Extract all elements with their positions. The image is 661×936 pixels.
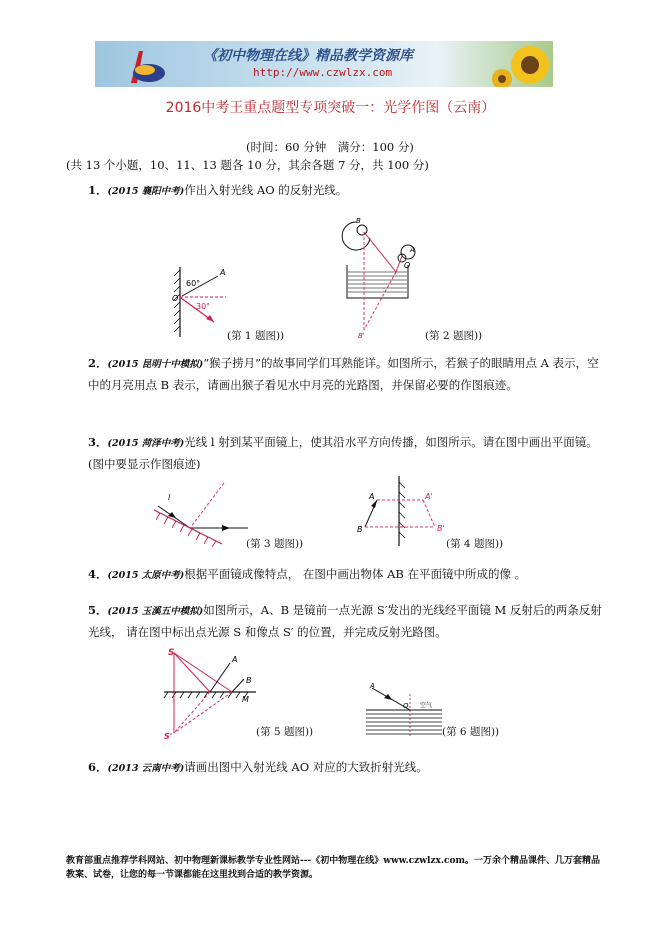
fig1-label-angle2: 30° xyxy=(196,302,211,311)
fig6-label-air: 空气 xyxy=(420,702,433,709)
fig5-label-b: B xyxy=(246,676,252,685)
question-1 xyxy=(88,180,347,202)
fig5-label-sp: S' xyxy=(164,732,173,741)
figure-1 xyxy=(160,262,230,342)
sunflower-icon xyxy=(490,41,553,87)
banner-slogan: 《初中物理在线》精品教学资源库 xyxy=(203,48,413,64)
q3-number: 3． xyxy=(88,435,108,449)
fig2-label-o: O xyxy=(404,261,411,270)
caption-figure-4: (第 4 题图)) xyxy=(446,538,504,550)
q5-number: 5． xyxy=(88,603,108,617)
question-2 xyxy=(88,353,608,395)
fig4-label-ap: A' xyxy=(425,492,433,501)
question-6 xyxy=(88,757,428,779)
question-3 xyxy=(88,432,608,474)
fig6-label-o: O xyxy=(403,702,409,710)
caption-figure-6: (第 6 题图)) xyxy=(442,726,500,738)
exam-time: (时间：60 分钟 满分：100 分) xyxy=(246,140,414,154)
fig5-label-m: M xyxy=(242,695,249,704)
q4-source: (2015 太原中考) xyxy=(107,570,185,581)
caption-figure-3: (第 3 题图)) xyxy=(246,538,304,550)
q6-source: (2013 云南中考) xyxy=(107,763,185,774)
q1-number: 1． xyxy=(88,183,108,197)
fig4-label-b: B xyxy=(357,525,363,534)
q5-source: (2015 玉溪五中模拟) xyxy=(107,606,204,617)
fig5-label-a: A xyxy=(232,655,238,664)
q2-number: 2． xyxy=(88,356,108,370)
header-banner xyxy=(95,41,553,87)
q4-number: 4． xyxy=(88,567,108,581)
q3-source: (2015 菏泽中考) xyxy=(107,438,185,449)
question-4 xyxy=(88,564,526,586)
caption-figure-5: (第 5 题图)) xyxy=(256,726,314,738)
q1-source: (2015 襄阳中考) xyxy=(107,186,185,197)
exam-note: (共 13 个小题，10、11、13 题各 10 分，其余各题 7 分，共 100 分) xyxy=(66,158,429,172)
page-footer: 教育部重点推荐学科网站、初中物理新课标教学专业性网站---《初中物理在线》www.czwlzx.com。一万余个精品课件、几万套精品教案、试卷，让您的每一节课都能在这里找到合适的教学资源。 xyxy=(66,856,601,880)
fig2-label-bp: B' xyxy=(358,332,365,340)
fig5-label-s: S xyxy=(168,648,175,658)
caption-figure-2: (第 2 题图)) xyxy=(425,330,483,342)
q1-text: 作出入射光线 AO 的反射光线。 xyxy=(184,183,348,197)
fig1-label-angle1: 60° xyxy=(186,279,201,288)
figure-2 xyxy=(340,210,430,345)
page-title: 2016中考王重点题型专项突破一：光学作图（云南） xyxy=(165,100,496,116)
q2-source: (2015 昆明十中模拟) xyxy=(107,359,204,370)
q2-text: “猴子捞月”的故事同学们耳熟能详。如图所示，若猴子的眼睛用点 A 表示，空中的月亮用点 B 表示，请画出猴子看见水中月亮的光路图，并保留必要的作图痕迹。 xyxy=(88,356,599,392)
fig2-label-b: B xyxy=(356,217,361,225)
caption-figure-1: (第 1 题图)) xyxy=(227,330,285,342)
q3-text: 光线 l 射到某平面镜上，使其沿水平方向传播，如图所示。请在图中画出平面镜。(图中要显示作图痕迹) xyxy=(88,435,598,471)
figure-4 xyxy=(355,472,450,550)
figure-3 xyxy=(150,478,255,548)
fig6-label-a: A xyxy=(370,682,375,690)
figure-5 xyxy=(160,645,270,745)
question-5 xyxy=(88,600,608,642)
fig4-label-a: A xyxy=(369,492,375,501)
fig1-label-o: O xyxy=(172,294,179,303)
q6-text: 请画出图中入射光线 AO 对应的大致折射光线。 xyxy=(184,760,428,774)
fig3-label-l: l xyxy=(168,493,171,502)
banner-url: http://www.czwlzx.com xyxy=(253,66,393,79)
fig1-label-a: A xyxy=(220,268,226,277)
fig4-label-bp: B' xyxy=(437,524,445,533)
fig2-label-a: A xyxy=(410,246,415,254)
q6-number: 6． xyxy=(88,760,108,774)
q5-text: 如图所示，A、B 是镜前一点光源 S′发出的光线经平面镜 M 反射后的两条反射光线， 请在图中标出点光源 S 和像点 S′ 的位置，并完成反射光路图。 xyxy=(88,603,602,639)
q4-text: 根据平面镜成像特点， 在图中画出物体 AB 在平面镜中所成的像 。 xyxy=(184,567,527,581)
figure-6 xyxy=(362,680,447,740)
logo-icon xyxy=(101,43,171,85)
